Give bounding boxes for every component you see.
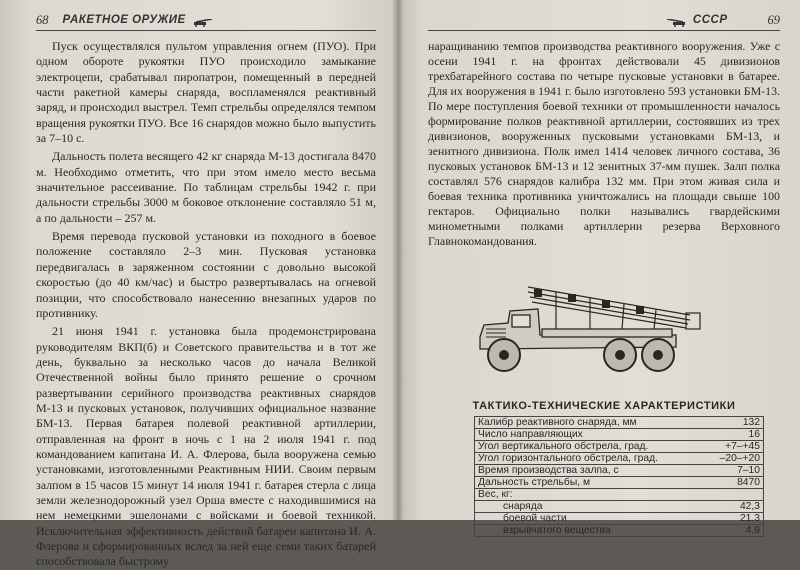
spec-value — [711, 489, 764, 501]
table-row — [475, 489, 764, 501]
spec-label: Вес, кг: — [475, 489, 712, 501]
left-page — [0, 0, 398, 569]
table-row — [475, 477, 764, 489]
table-row — [475, 429, 764, 441]
spec-value: –20–+20 — [711, 453, 764, 465]
table-row — [475, 513, 764, 525]
truck-rocket-launcher-illustration — [472, 259, 732, 377]
spec-label: Время производства залпа, с — [475, 465, 712, 477]
spec-label: взрывчатого вещества — [475, 525, 712, 537]
table-row — [475, 465, 764, 477]
left-body-text — [36, 39, 376, 570]
specs-table-title: ТАКТИКО-ТЕХНИЧЕСКИЕ ХАРАКТЕРИСТИКИ — [472, 400, 736, 412]
spec-value: 16 — [711, 429, 764, 441]
paragraph: Время перевода пусковой установки из походного в боевое положение составляло 2–3 мин. Пусковая установка передвигалась в заряженном состоянии с довольно высокой скоростью (до 40 км/час) и быстро развертывалась на огневой позиции, что способствовало нанесению внезапных ударов по противнику. — [36, 229, 376, 320]
table-row — [475, 417, 764, 429]
paragraph: Дальность полета весящего 42 кг снаряда М-13 достигала 8470 м. Необходимо отметить, что при этом имело место весьма значительное рассеивание. По таблицам стрельбы 1942 г. при дальности стрельбы 3000 м боковое отклонение составляло 51 м, а по дальности – 257 м. — [36, 149, 376, 225]
page-number-right: 69 — [767, 12, 780, 27]
table-row — [475, 501, 764, 513]
spec-value: 21,3 — [711, 513, 764, 525]
rocket-launcher-icon — [192, 16, 214, 24]
spec-value: 8470 — [711, 477, 764, 489]
page-number-left: 68 — [36, 12, 49, 27]
spec-value: 132 — [711, 417, 764, 429]
book-gutter — [392, 0, 404, 520]
right-page — [398, 0, 800, 536]
right-body-text — [428, 39, 780, 249]
rocket-launcher-icon — [665, 16, 687, 24]
spec-label: Дальность стрельбы, м — [475, 477, 712, 489]
spec-label: Угол горизонтального обстрела, град. — [475, 453, 712, 465]
specs-table — [474, 416, 764, 537]
table-row — [475, 453, 764, 465]
paragraph: 21 июня 1941 г. установка была продемонстрирована руководителям ВКП(б) и Советского правительства и в тот же день, буквально за несколько часов до начала Великой Отечественной войны было принято решение о срочном развертывании серийного производства реактивных снарядов М-13 и пусковых установок, получивших официальное название БМ-13. Первая батарея полевой реактивной артиллерии, отправленная на фронт в ночь с 1 на 2 июля 1941 г. под командованием капитана И. А. Флерова, была вооружена семью установками, изготовленными Реактивным НИИ. Своим первым залпом в 15 часов 15 минут 14 июля 1941 г. батарея стерла с лица земли железнодорожный узел Орша вместе с находившимися на нем немецкими эшелонами с войсками и боевой техникой. Исключительная эффективность действий батареи капитана И. А. Флерова и сформированных вслед за ней еще семи таких батарей способствовала быстрому — [36, 324, 376, 569]
spec-value: +7–+45 — [711, 441, 764, 453]
running-header-right — [428, 10, 780, 31]
spec-label: Калибр реактивного снаряда, мм — [475, 417, 712, 429]
running-head-title: РАКЕТНОЕ ОРУЖИЕ — [62, 14, 186, 26]
spec-value: 7–10 — [711, 465, 764, 477]
paragraph: наращиванию темпов производства реактивного вооружения. Уже с осени 1941 г. на фронтах действовали 45 дивизионов трехбатарейного состава по четыре пусковые установки в батарее. Для их вооружения в 1941 г. было изготовлено 593 установки БМ-13. По мере поступления боевой техники от промышленности началось формирование полков реактивной артиллерии, состоявших из трех дивизионов, вооруженных пусковыми установками БМ-13, и зенитного дивизиона. Полк имел 1414 человек личного состава, 36 пусковых установок БМ-13 и 12 зенитных 37-мм пушек. Залп полка составлял 576 снарядов калибра 132 мм. При этом живая сила и боевая техника противника уничтожались на площади свыше 100 гектаров. Официально полки назывались гвардейскими минометными полками артиллерии резерва Верховного Главнокомандования. — [428, 39, 780, 248]
spec-value: 4,9 — [711, 525, 764, 537]
spec-label: Число направляющих — [475, 429, 712, 441]
table-row — [475, 441, 764, 453]
running-head-country: СССР — [692, 14, 728, 26]
spec-value: 42,3 — [711, 501, 764, 513]
table-row — [475, 525, 764, 537]
spec-label: Угол вертикального обстрела, град. — [475, 441, 712, 453]
spec-label: боевой части — [475, 513, 712, 525]
paragraph: Пуск осуществлялся пультом управления огнем (ПУО). При одном обороте рукоятки ПУО происходило замыкание электроцепи, срабатывал пиропатрон, помещенный в передней части ракетной камеры снаряда, воспламенялся реактивный заряд, и происходил выстрел. Темп стрельбы определялся темпом вращения рукоятки ПУО. Все 16 снарядов можно было выпустить за 7–10 с. — [36, 39, 376, 146]
spec-label: снаряда — [475, 501, 712, 513]
running-header-left — [36, 10, 376, 31]
